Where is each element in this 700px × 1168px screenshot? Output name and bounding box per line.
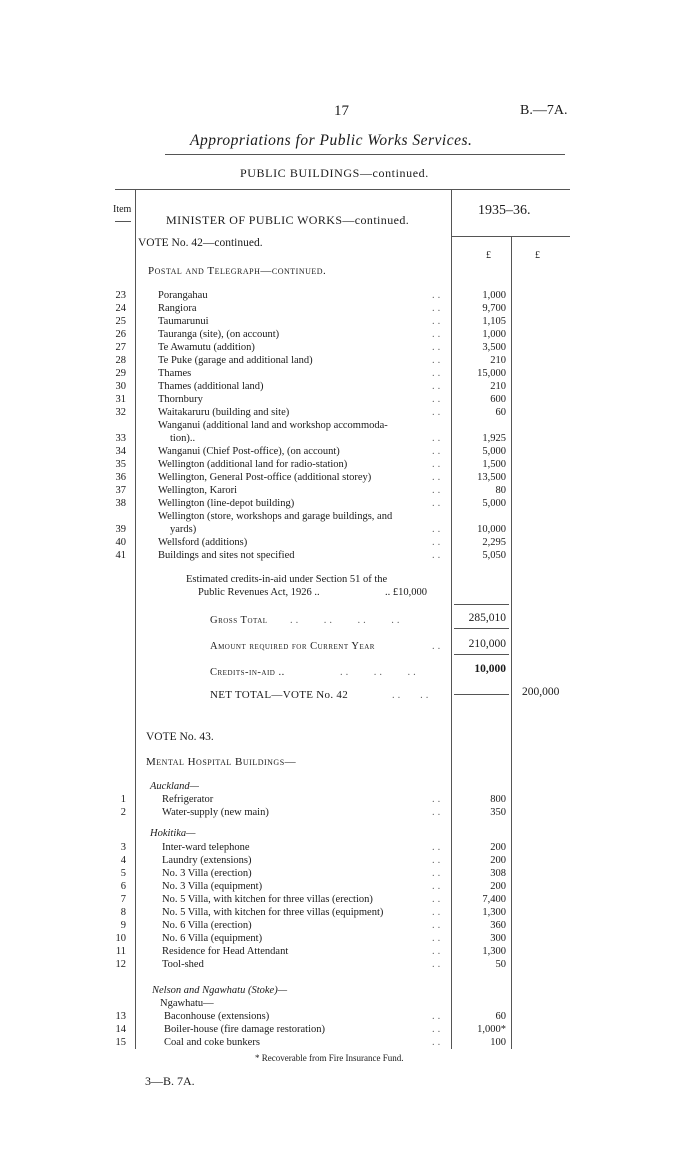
leader-dots: .. — [432, 381, 444, 392]
item-number: 39 — [115, 524, 126, 535]
item-number: 37 — [115, 485, 126, 496]
item-amount: 200 — [490, 842, 506, 853]
item-description: Residence for Head Attendant — [162, 946, 289, 957]
item-amount: 300 — [490, 933, 506, 944]
ngawhatu-subheading: Ngawhatu— — [160, 998, 214, 1009]
item-description: Te Awamutu (addition) — [158, 342, 255, 353]
item-description: No. 3 Villa (erection) — [162, 868, 252, 879]
item-number: 27 — [115, 342, 126, 353]
item-amount: 5,000 — [482, 446, 506, 457]
page-number: 17 — [334, 103, 349, 119]
item-description: Tool-shed — [162, 959, 204, 970]
item-amount: 80 — [495, 485, 506, 496]
item-number: 28 — [115, 355, 126, 366]
leader-dots: .. — [432, 446, 444, 457]
leader-dots: .. — [432, 472, 444, 483]
item-number: 40 — [115, 537, 126, 548]
item-amount: 60 — [495, 1011, 506, 1022]
item-amount: 2,295 — [482, 537, 506, 548]
currency-symbol-2: £ — [535, 250, 540, 261]
item-description: Taumarunui — [158, 316, 209, 327]
item-amount: 1,300 — [482, 907, 506, 918]
leader-dots: .. — [432, 868, 444, 879]
item-number: 3 — [120, 842, 126, 853]
item-amount: 100 — [490, 1037, 506, 1048]
net-total-label: NET TOTAL—VOTE No. 42 — [210, 689, 349, 701]
amount-column-mid-rule — [511, 236, 512, 1049]
item-description: Waitakaruru (building and site) — [158, 407, 290, 418]
item-header: Item — [113, 204, 132, 215]
item-amount: 13,500 — [477, 472, 506, 483]
item-number: 10 — [115, 933, 126, 944]
item-description: Wellington (additional land for radio-station) — [158, 459, 348, 470]
leader-dots: .. — [432, 920, 444, 931]
leader-dots: .. — [432, 459, 444, 470]
auckland-heading: Auckland— — [150, 781, 199, 792]
net-total-rule — [454, 694, 509, 695]
title-rule — [165, 154, 565, 155]
leader-dots: .. — [432, 433, 444, 444]
item-description: No. 6 Villa (erection) — [162, 920, 252, 931]
item-number: 12 — [115, 959, 126, 970]
item-description: Baconhouse (extensions) — [164, 1011, 270, 1022]
item-description: Coal and coke bunkers — [164, 1037, 260, 1048]
item-amount: 210 — [490, 355, 506, 366]
item-description-continued: yards) — [170, 524, 197, 535]
item-description: Wanganui (additional land and workshop accommoda- — [158, 420, 388, 431]
leader-dots: .. — [432, 485, 444, 496]
item-number: 25 — [115, 316, 126, 327]
item-number: 29 — [115, 368, 126, 379]
item-number: 8 — [120, 907, 126, 918]
credits-note-line-1: Estimated credits-in-aid under Section 51 of the — [186, 574, 388, 585]
leader-dots: .. — [432, 907, 444, 918]
vote-43-heading: VOTE No. 43. — [146, 731, 214, 743]
gross-total-rule — [454, 604, 509, 605]
item-number: 36 — [115, 472, 126, 483]
item-number: 1 — [120, 794, 126, 805]
item-amount: 1,105 — [482, 316, 506, 327]
item-description: No. 5 Villa, with kitchen for three villas (erection) — [162, 894, 373, 905]
item-number: 13 — [115, 1011, 126, 1022]
item-amount: 3,500 — [482, 342, 506, 353]
item-description: Thornbury — [158, 394, 203, 405]
table-top-rule — [115, 189, 570, 190]
leader-dots: .. — [432, 959, 444, 970]
item-number: 4 — [120, 855, 126, 866]
item-description-continued: tion).. — [170, 433, 196, 444]
item-description: No. 3 Villa (equipment) — [162, 881, 263, 892]
item-number: 31 — [115, 394, 126, 405]
leader-dots: .. — [432, 855, 444, 866]
amount-required-value: 210,000 — [468, 638, 506, 650]
item-amount: 1,000 — [482, 329, 506, 340]
item-amount: 60 — [495, 407, 506, 418]
leader-dots: .. — [432, 329, 444, 340]
gross-total-underline — [454, 628, 509, 629]
item-description: Thames — [158, 368, 192, 379]
item-number: 2 — [120, 807, 126, 818]
item-number: 34 — [115, 446, 126, 457]
item-number: 15 — [115, 1037, 126, 1048]
nelson-heading: Nelson and Ngawhatu (Stoke)— — [152, 985, 288, 996]
mental-hospital-subheading: Mental Hospital Buildings— — [146, 756, 297, 768]
item-amount: 350 — [490, 807, 506, 818]
item-description: Wellington (line-depot building) — [158, 498, 295, 509]
item-number: 6 — [120, 881, 126, 892]
leader-dots: .. — [432, 842, 444, 853]
credits-note-amount: .. £10,000 — [385, 587, 427, 598]
item-amount: 360 — [490, 920, 506, 931]
item-number: 23 — [115, 290, 126, 301]
year-heading: 1935–36. — [478, 203, 531, 218]
item-amount: 15,000 — [477, 368, 506, 379]
credits-in-aid-dots: .. .. .. — [340, 667, 419, 678]
item-number: 38 — [115, 498, 126, 509]
currency-symbol-1: £ — [486, 250, 491, 261]
item-description: No. 5 Villa, with kitchen for three villas (equipment) — [162, 907, 384, 918]
item-amount: 200 — [490, 881, 506, 892]
leader-dots: .. — [432, 355, 444, 366]
leader-dots: .. — [432, 407, 444, 418]
leader-dots: .. — [432, 807, 444, 818]
item-description: Buildings and sites not specified — [158, 550, 295, 561]
item-amount: 1,500 — [482, 459, 506, 470]
item-description: Wanganui (Chief Post-office), (on account) — [158, 446, 340, 457]
item-number: 11 — [115, 946, 126, 957]
item-description: Wellington, General Post-office (additional storey) — [158, 472, 372, 483]
item-description: Wellington, Karori — [158, 485, 238, 496]
item-amount: 1,000 — [482, 290, 506, 301]
item-amount: 600 — [490, 394, 506, 405]
item-description: Wellington (store, workshops and garage buildings, and — [158, 511, 393, 522]
leader-dots: .. — [432, 794, 444, 805]
item-number: 7 — [120, 894, 126, 905]
section-heading: PUBLIC BUILDINGS—continued. — [240, 166, 429, 180]
footer-reference: 3—B. 7A. — [145, 1074, 195, 1088]
item-number: 24 — [115, 303, 126, 314]
credits-note-line-2: Public Revenues Act, 1926 .. — [198, 587, 320, 598]
item-number: 41 — [115, 550, 126, 561]
leader-dots: .. — [432, 537, 444, 548]
item-description: Porangahau — [158, 290, 208, 301]
item-number: 9 — [120, 920, 126, 931]
leader-dots: .. — [432, 894, 444, 905]
item-description: Inter-ward telephone — [162, 842, 250, 853]
footnote: * Recoverable from Fire Insurance Fund. — [255, 1053, 404, 1063]
leader-dots: .. — [432, 550, 444, 561]
item-amount: 10,000 — [477, 524, 506, 535]
item-description: Boiler-house (fire damage restoration) — [164, 1024, 326, 1035]
ministry-heading: MINISTER OF PUBLIC WORKS—continued. — [166, 213, 410, 227]
item-description: Laundry (extensions) — [162, 855, 252, 866]
amount-required-underline — [454, 654, 509, 655]
page-title: Appropriations for Public Works Services. — [190, 132, 473, 149]
item-description: No. 6 Villa (equipment) — [162, 933, 263, 944]
item-amount: 1,925 — [482, 433, 506, 444]
item-description: Rangiora — [158, 303, 197, 314]
leader-dots: .. — [432, 946, 444, 957]
net-total-value: 200,000 — [522, 686, 560, 698]
leader-dots: .. — [432, 933, 444, 944]
gross-total-dots: .. .. .. .. — [290, 615, 403, 626]
item-description: Te Puke (garage and additional land) — [158, 355, 313, 366]
amount-required-label: Amount required for Current Year — [210, 641, 375, 652]
item-description: Water-supply (new main) — [162, 807, 269, 818]
leader-dots: .. — [432, 524, 444, 535]
item-number: 26 — [115, 329, 126, 340]
item-amount: 9,700 — [482, 303, 506, 314]
leader-dots: .. — [432, 342, 444, 353]
item-column-rule — [135, 189, 136, 1049]
leader-dots: .. — [432, 368, 444, 379]
leader-dots: .. — [432, 394, 444, 405]
vote-42-heading: VOTE No. 42—continued. — [138, 237, 263, 249]
amount-required-dots: .. — [432, 641, 444, 652]
item-number: 32 — [115, 407, 126, 418]
credits-in-aid-value: 10,000 — [474, 663, 506, 675]
leader-dots: .. — [432, 498, 444, 509]
item-description: Tauranga (site), (on account) — [158, 329, 280, 340]
leader-dots: .. — [432, 290, 444, 301]
item-amount: 210 — [490, 381, 506, 392]
item-number: 14 — [115, 1024, 126, 1035]
item-amount: 5,050 — [482, 550, 506, 561]
credits-in-aid-label: Credits-in-aid .. — [210, 667, 285, 678]
item-header-dash — [115, 221, 131, 222]
leader-dots: .. — [432, 1024, 444, 1035]
leader-dots: .. — [432, 881, 444, 892]
leader-dots: .. — [432, 316, 444, 327]
item-amount: 308 — [490, 868, 506, 879]
item-description: Refrigerator — [162, 794, 214, 805]
document-reference: B.—7A. — [520, 103, 568, 118]
gross-total-value: 285,010 — [468, 612, 506, 624]
header-rule — [451, 236, 570, 237]
item-amount: 1,300 — [482, 946, 506, 957]
item-number: 30 — [115, 381, 126, 392]
item-number: 5 — [120, 868, 126, 879]
item-number: 33 — [115, 433, 126, 444]
item-description: Wellsford (additions) — [158, 537, 248, 548]
leader-dots: .. — [432, 303, 444, 314]
item-number: 35 — [115, 459, 126, 470]
gross-total-label: Gross Total — [210, 615, 268, 626]
item-amount: 7,400 — [482, 894, 506, 905]
hokitika-heading: Hokitika— — [150, 828, 196, 839]
leader-dots: .. — [432, 1011, 444, 1022]
item-amount: 800 — [490, 794, 506, 805]
leader-dots: .. — [432, 1037, 444, 1048]
item-amount: 50 — [495, 959, 506, 970]
item-description: Thames (additional land) — [158, 381, 264, 392]
item-amount: 5,000 — [482, 498, 506, 509]
item-amount: 1,000* — [477, 1024, 506, 1035]
net-total-dots: .. .. — [392, 690, 432, 701]
postal-telegraph-subheading: Postal and Telegraph—continued. — [148, 265, 327, 277]
item-amount: 200 — [490, 855, 506, 866]
